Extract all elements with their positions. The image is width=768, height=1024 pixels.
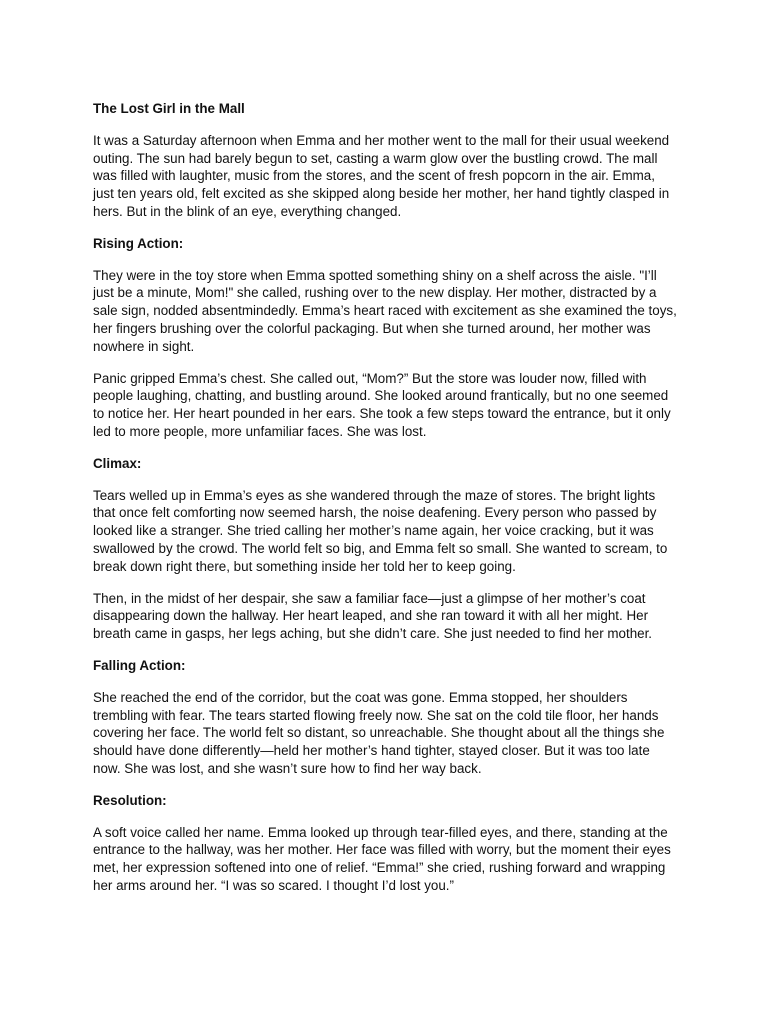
climax-paragraph: Tears welled up in Emma’s eyes as she wandered through the maze of stores. The bright lights that once felt comforting now seemed harsh, the noise deafening. Every person who passed by looked like a stranger. She tried calling her mother’s name again, her voice cracking, but it was swallowed by the crowd. The world felt so big, and Emma felt so small. She wanted to scream, to break down right there, but something inside her told her to keep going. — [93, 487, 668, 574]
document-page — [93, 100, 678, 909]
intro-paragraph: It was a Saturday afternoon when Emma and her mother went to the mall for their usual weekend outing. The sun had barely begun to set, casting a warm glow over the bustling crowd. The mall was filled with laughter, music from the stores, and the scent of fresh popcorn in the air. Emma, just ten years old, felt excited as she skipped along beside her mother, her hand tightly clasped in hers. But in the blink of an eye, everything changed. — [93, 132, 670, 219]
resolution-heading: Resolution: — [93, 792, 167, 808]
document-title: The Lost Girl in the Mall — [93, 101, 245, 116]
rising-action-heading: Rising Action: — [93, 235, 184, 251]
resolution-paragraph: A soft voice called her name. Emma looked up through tear-filled eyes, and there, standing at the entrance to the hallway, was her mother. Her face was filled with worry, but the moment their eyes met, her expression softened into one of relief. “Emma!” she cried, rushing forward and wrapping her arms around her. “I was so scared. I thought I’d lost you.” — [93, 824, 671, 893]
climax-paragraph: Then, in the midst of her despair, she saw a familiar face—just a glimpse of her mother’s coat disappearing down the hallway. Her heart leaped, and she ran toward it with all her might. Her breath came in gasps, her legs aching, but she didn’t care. She just needed to find her mother. — [93, 590, 653, 642]
falling-action-heading: Falling Action: — [93, 657, 186, 673]
falling-action-paragraph: She reached the end of the corridor, but the coat was gone. Emma stopped, her shoulders trembling with fear. The tears started flowing freely now. She sat on the cold tile floor, her hands covering her face. The world felt so distant, so unreachable. She thought about all the things she should have done differently—held her mother’s hand tighter, stayed closer. But it was too late now. She was lost, and she wasn’t sure how to find her way back. — [93, 689, 665, 776]
rising-action-paragraph: Panic gripped Emma’s chest. She called out, “Mom?” But the store was louder now, filled with people laughing, chatting, and bustling around. She looked around frantically, but no one seemed to notice her. Her heart pounded in her ears. She took a few steps toward the entrance, but it only led to more people, more unfamiliar faces. She was lost. — [93, 370, 671, 439]
rising-action-paragraph: They were in the toy store when Emma spotted something shiny on a shelf across the aisle. "I’ll just be a minute, Mom!" she called, rushing over to the new display. Her mother, distracted by a sale sign, nodded absentmindedly. Emma’s heart raced with excitement as she examined the toys, her fingers brushing over the colorful packaging. But when she turned around, her mother was nowhere in sight. — [93, 267, 677, 354]
climax-heading: Climax: — [93, 455, 142, 471]
